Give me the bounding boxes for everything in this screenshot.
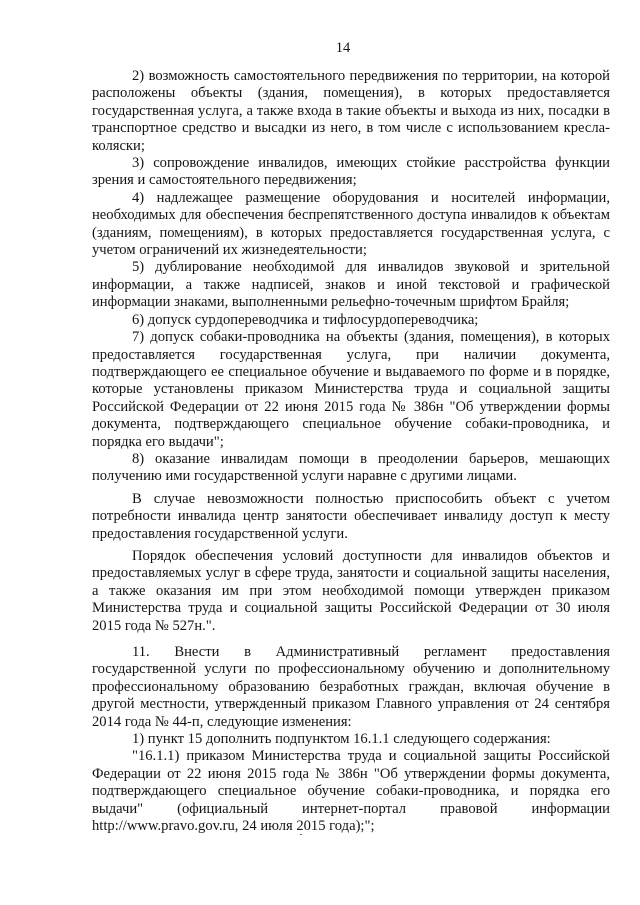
page-number: 14 bbox=[335, 40, 351, 56]
document-body bbox=[92, 68, 610, 835]
scan-speck bbox=[300, 834, 302, 835]
paragraph-item-5: 5) дублирование необходимой для инвалидов звуковой и зрительной информации, а также надписей, знаков и иной текстовой и графической информации знаками, выполненными рельефно-точечным шрифтом Брайля; bbox=[92, 259, 610, 311]
paragraph-item-6: 6) допуск сурдопереводчика и тифлосурдопереводчика; bbox=[132, 311, 479, 328]
paragraph-item-7: 7) допуск собаки-проводника на объекты (здания, помещения), в которых предоставляется государственная услуга, при наличии документа, подтверждающего ее специальное обучение и выдаваемого по форме и в порядке, которые установлены приказом Министерства труда и социальной защиты Российской Федерации от 22 июня 2015 года № 386н "Об утверждении формы документа, подтверждающего специальное обучение собаки-проводника, и порядка его выдачи"; bbox=[92, 329, 610, 450]
paragraph-item-3: 3) сопровождение инвалидов, имеющих стойкие расстройства функции зрения и самостоятельного передвижения; bbox=[92, 155, 610, 189]
paragraph-access-order: Порядок обеспечения условий доступности для инвалидов объектов и предоставляемых услуг в сфере труда, занятости и социальной защиты населения, а также оказания им при этом необходимой помощи утвержден приказом Министерства труда и социальной защиты Российской Федерации от 30 июля 2015 года № 527н.". bbox=[92, 547, 610, 634]
paragraph-item-2: 2) возможность самостоятельного передвижения по территории, на которой расположены объекты (здания, помещения), в которых предоставляется государственная услуга, а также входа в такие объекты и выхода из них, посадки в транспортное средство и высадки из него, в том числе с использованием кресла-коляски; bbox=[92, 68, 610, 154]
paragraph-item-8: 8) оказание инвалидам помощи в преодолении барьеров, мешающих получению ими государственной услуги наравне с другими лицами. bbox=[92, 450, 610, 485]
paragraph-access-fallback: В случае невозможности полностью приспособить объект с учетом потребности инвалида центр занятости обеспечивает инвалиду доступ к месту предоставления государственной услуги. bbox=[92, 490, 610, 542]
paragraph-amendment-1: 1) пункт 15 дополнить подпунктом 16.1.1 следующего содержания: bbox=[132, 731, 551, 748]
paragraph-item-4: 4) надлежащее размещение оборудования и носителей информации, необходимых для обеспечения беспрепятственного доступа инвалидов к объектам (зданиям, помещениям), в которых предоставляется государственная услуга, с учетом ограничений их жизнедеятельности; bbox=[92, 189, 610, 259]
paragraph-section-11: 11. Внести в Административный регламент предоставления государственной услуги по профессиональному обучению и дополнительному профессиональному образованию безработных граждан, включая обучение в другой местности, утвержденный приказом Главного управления от 24 сентября 2014 года № 44-п, следующие изменения: bbox=[92, 644, 610, 730]
paragraph-amendment-text: "16.1.1) приказом Министерства труда и социальной защиты Российской Федерации от 22 июня 2015 года № 386н "Об утверждении формы документа, подтверждающего специальное обучение собаки-проводника, и порядка его выдачи" (официальный интернет-портал правовой информации http://www.pravo.gov.ru, 24 июля 2015 года);"; bbox=[92, 748, 610, 835]
